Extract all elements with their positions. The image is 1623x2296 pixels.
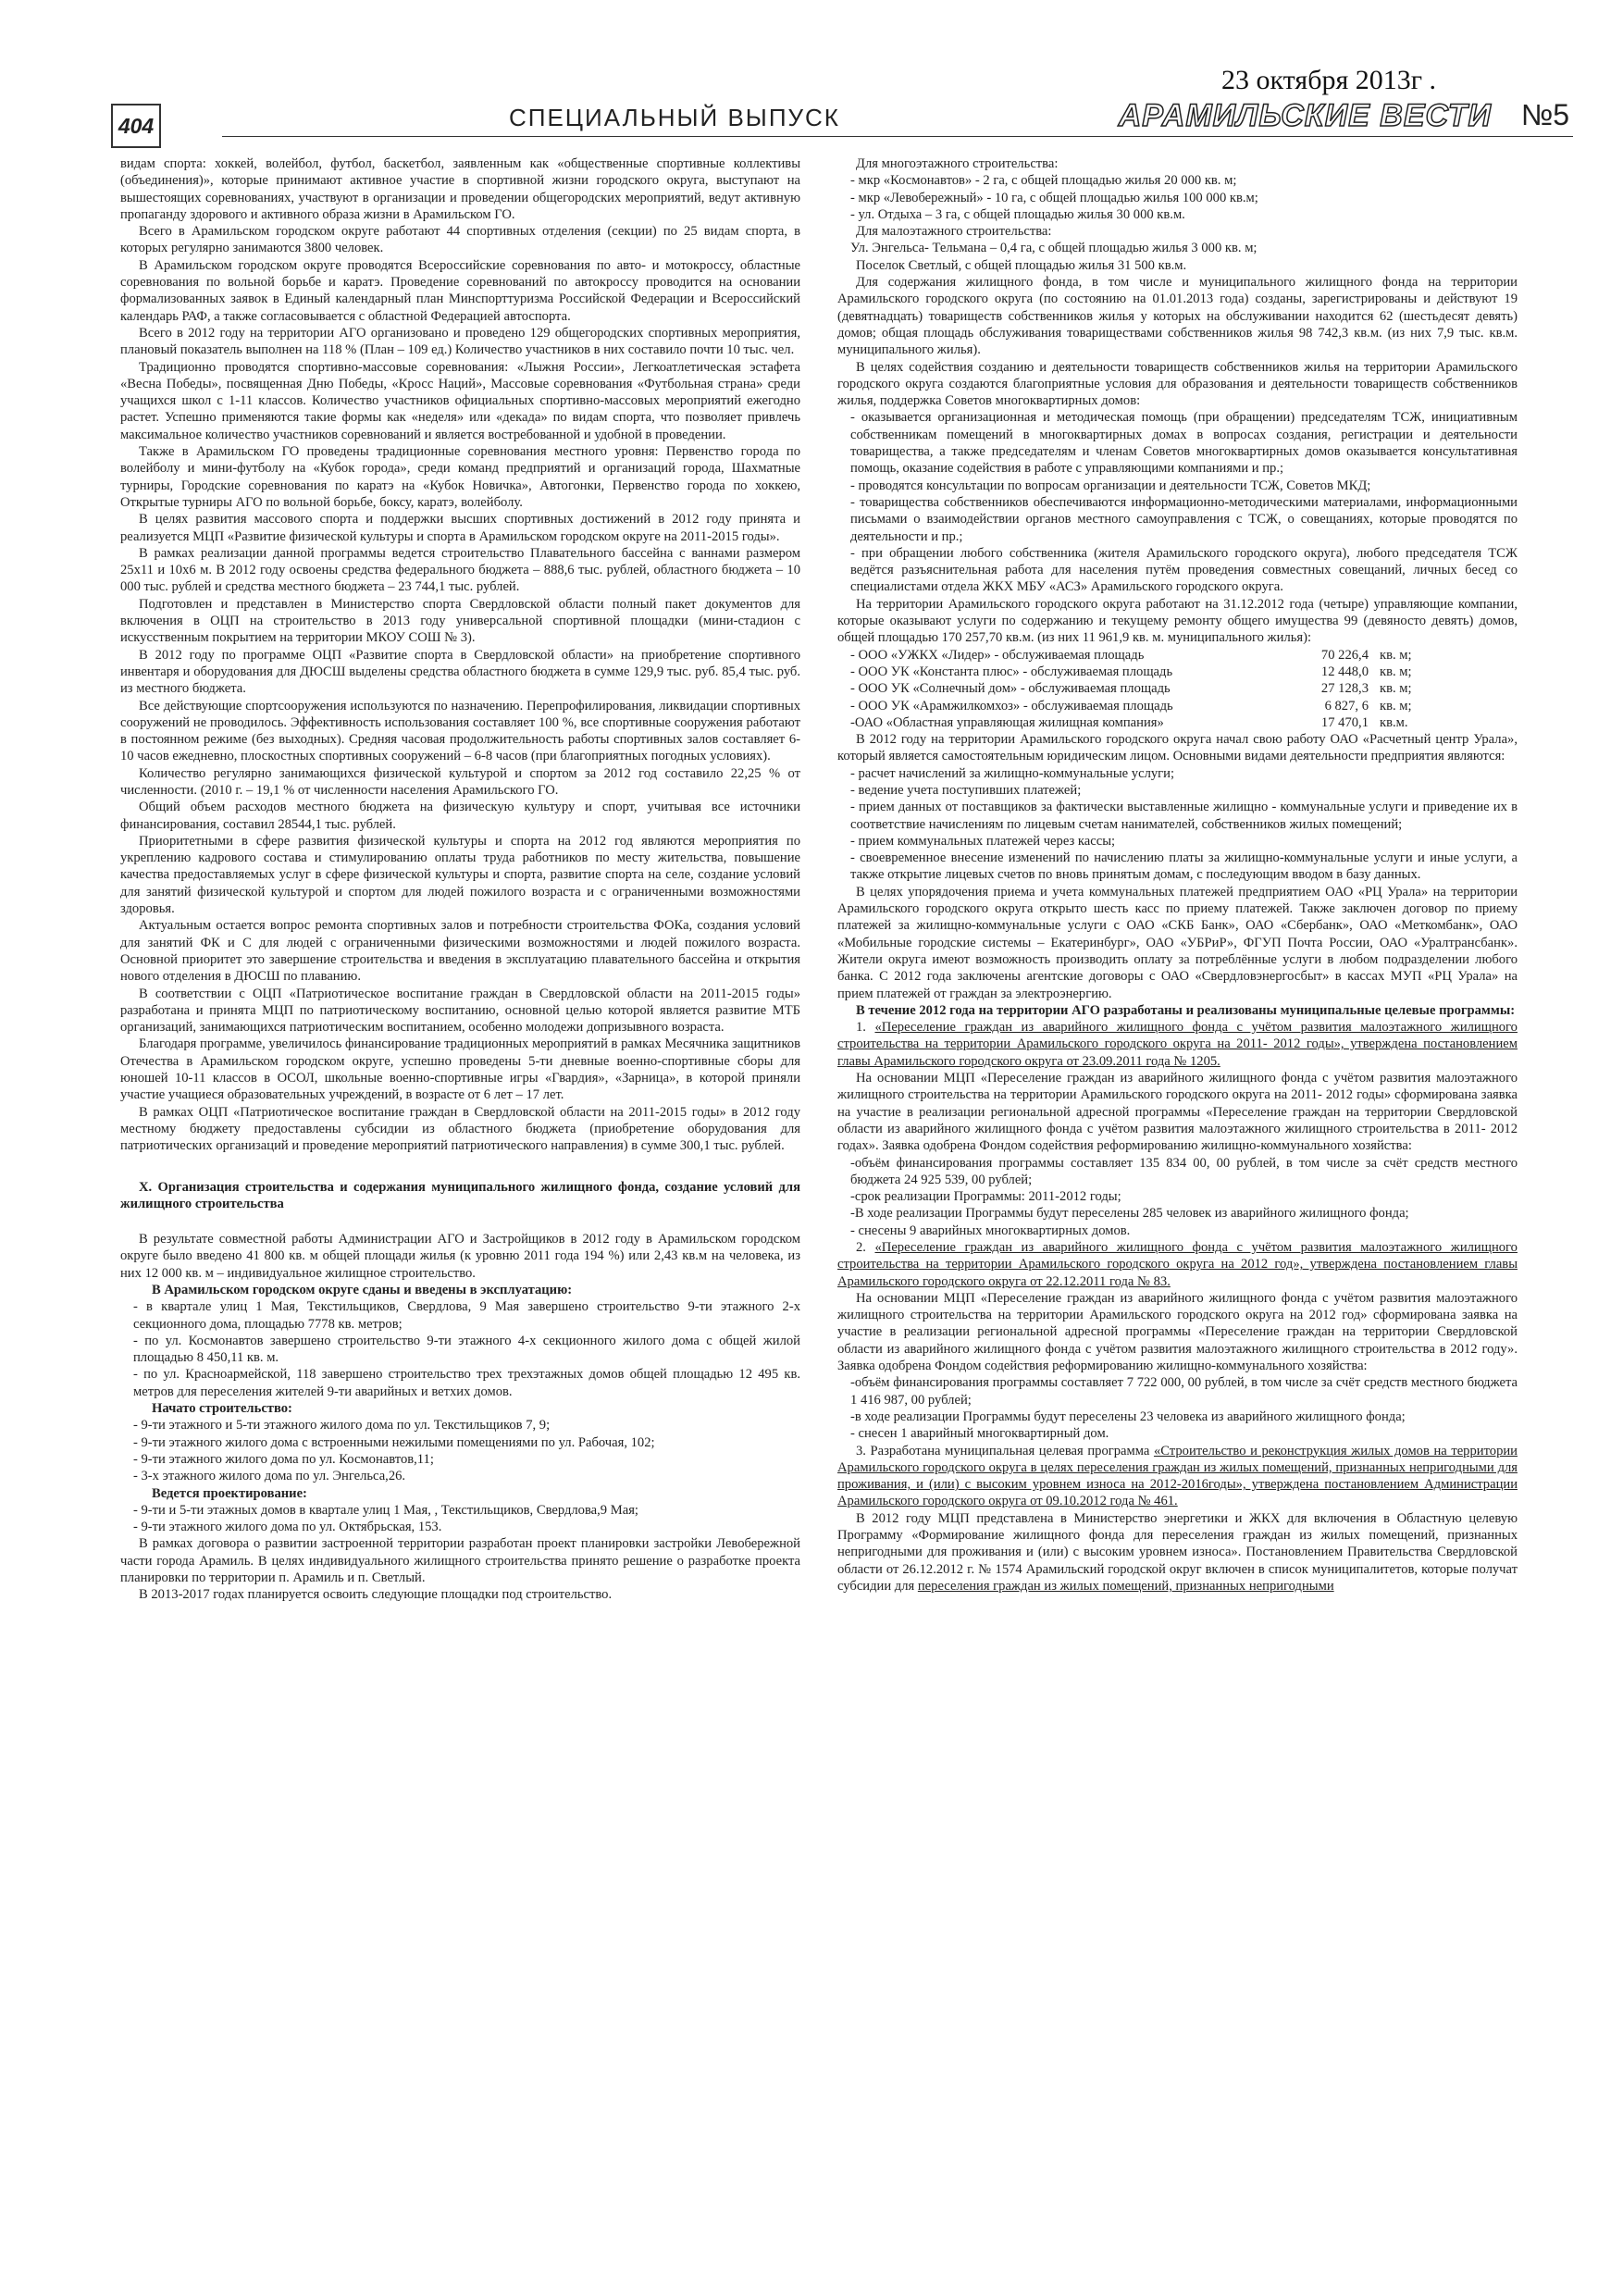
paragraph: В результате совместной работы Администрации АГО и Застройщиков в 2012 году в Арамильском городском округе было введено 41 800 кв. м общей площади жилья (к уровню 2011 года 194 %) или 2,43 кв.м на человека, из них 12 000 кв. м – индивидуальное жилищное строительство. [120,1232,800,1281]
list-item: - 9-ти этажного жилого дома по ул. Октябрьская, 153. [133,1520,442,1535]
paragraph: На территории Арамильского городского округа работают на 31.12.2012 года (четыре) управляющие компании, которые оказывают услуги по содержанию и текущему ремонту общего имущества 99 (девяносто девять) домов, общей площадью 170 257,70 кв.м. (из них 11 961,9 кв. м. муниципального жилья): [837,596,1518,646]
paragraph: Подготовлен и представлен в Министерство спорта Свердловской области полный пакет документов для включения в ОЦП на строительство в 2013 году универсальной спортивной площадки (мини-стадион с искусственным покрытием на территории МКОУ СОШ № 3). [120,596,800,646]
list-item: -срок реализации Программы: 2011-2012 годы; [850,1189,1121,1205]
company-area: 6 827, 6 [1324,698,1369,714]
paragraph [837,1510,1518,1595]
issue-date: 23 октября 2013г . [1221,65,1437,95]
paragraph: Традиционно проводятся спортивно-массовые соревнования: «Лыжня России», Легкоатлетическая эстафета «Весна Победы», посвященная Дню Победы, «Кросс Наций», Массовые соревнования «Футбольная страна» среди учащихся школ с 1-11 классов. Количество участников официальных спортивно-массовых мероприятий ежегодно растет. Успешно применяются такие формы как «неделя» или «декада» по видам спорта, что позволяет привлечь максимальное количество участников соревнований и является востребованной и удобной в проведении. [120,359,800,442]
list-item: - ведение учета поступивших платежей; [850,782,1082,798]
paragraph: Количество регулярно занимающихся физической культурой и спортом за 2012 год составило 22,25 % от численности. (2010 г. – 19,1 % от численности населения Арамильского ГО. [120,765,800,798]
list-item: - своевременное внесение изменений по начислению платы за жилищно-коммунальные услуги и иные услуги, а также открытие лицевых счетов по вновь принятым домам, с последующим вводом в базу данных. [850,850,1518,883]
program-3 [837,1443,1518,1510]
company-unit: кв. м; [1380,647,1412,663]
company-name: - ООО УК «Константа плюс» - обслуживаемая площадь [850,664,1173,679]
list-item: - 3-х этажного жилого дома по ул. Энгельса,26. [133,1469,406,1484]
paragraph: Все действующие спортсооружения используются по назначению. Перепрофилирования, ликвидации спортивных сооружений не проводилось. Эффективность использования составляет 100 %, все спортивные сооружения работают в постоянном режиме (без выходных). Средняя часовая продолжительность работы спортивных залов составляет 6-10 часов ежедневно, плоскостных спортивных сооружений – 6-8 часов (при благоприятных погодных условиях). [120,698,800,764]
section-title: СПЕЦИАЛЬНЫЙ ВЫПУСК [500,104,999,132]
program-title: «Переселение граждан из аварийного жилищного фонда с учётом развития малоэтажного жилищного строительства на территории Арамильского городского округа на 2012 год», утверждена постановлением главы Арамильского городского округа от 22.12.2011 года № 83. [837,1240,1518,1289]
paragraph: Благодаря программе, увеличилось финансирование традиционных мероприятий в рамках Месячника защитников Отечества в Арамильском городском округе, успешно проведены 5-ти дневные военно-спортивные сборы для юношей 10-11 классов в ОСОЛ, школьные военно-спортивные игры «Гвардия», «Зарница», в которой приняли участие учащиеся образовательных учреждений, в возрасте от 6 лет – 17 лет. [120,1036,800,1103]
subheading-design: Ведется проектирование: [152,1485,307,1501]
newspaper-masthead: АРАМИЛЬСКИЕ ВЕСТИ [1111,98,1499,134]
list-item: - 9-ти и 5-ти этажных домов в квартале улиц 1 Мая, , Текстильщиков, Свердлова,9 Мая; [133,1502,638,1518]
subheading-commissioned: В Арамильском городском округе сданы и введены в эксплуатацию: [152,1283,573,1297]
section-heading: Х. Организация строительства и содержания муниципального жилищного фонда, создание условий для жилищного строительства [120,1179,800,1211]
paragraph: В соответствии с ОЦП «Патриотическое воспитание граждан в Свердловской области на 2011-2015 годы» разработана и принята МЦП по патриотическому воспитанию, основной целью которой является развитие МТБ организаций, занимающихся патриотическим воспитанием, особенно молодежи допризывного возраста. [120,986,800,1036]
list-item: -объём финансирования программы составляет 135 834 00, 00 рублей, в том числе за счёт средств местного бюджета 24 925 539, 00 рублей; [850,1155,1518,1187]
page-number: 404 [111,104,161,148]
list-item: - прием данных от поставщиков за фактически выставленные жилищно - коммунальные услуги и приведение их в соответствие начислениям по лицевым счетам нанимателей, собственников жилых помещений; [850,800,1518,832]
list-item: Поселок Светлый, с общей площадью жилья 31 500 кв.м. [856,257,1187,273]
list-item: - в квартале улиц 1 Мая, Текстильщиков, Свердлова, 9 Мая завершено строительство 9-ти этажного 2-х секционного дома, площадью 7778 кв. метров; [133,1299,800,1332]
list-item: -В ходе реализации Программы будут переселены 285 человек из аварийного жилищного фонда; [850,1206,1409,1222]
list-item: -в ходе реализации Программы будут переселены 23 человека из аварийного жилищного фонда; [850,1409,1406,1424]
list-item: - расчет начислений за жилищно-коммунальные услуги; [850,765,1174,781]
paragraph: Всего в Арамильском городском округе работают 44 спортивных отделения (секции) по 25 видам спорта, в которых регулярно занимаются 3800 человек. [120,224,800,256]
company-area: 17 470,1 [1320,714,1369,730]
paragraph: В 2012 году по программе ОЦП «Развитие спорта в Свердловской области» на приобретение спортивного инвентаря и оборудования для ДЮСШ выделены средства областного бюджета в сумме 129,9 тыс. руб. 85,4 тыс. руб. из местного бюджета. [120,647,800,697]
list-item: - прием коммунальных платежей через кассы; [850,833,1116,849]
list-item: - снесен 1 аварийный многоквартирный дом. [850,1426,1109,1442]
program-number: 2. [856,1240,866,1255]
company-unit: кв. м; [1380,681,1412,697]
paragraph: В целях развития массового спорта и поддержки высших спортивных достижений в 2012 году принята и реализуется МЦП «Развитие физической культуры и спорта в Арамильском городском округе на 2011-2015 годы». [120,512,800,544]
paragraph: В рамках реализации данной программы ведется строительство Плавательного бассейна с ваннами размером 25х11 и 10х6 м. В 2012 году освоены средства федерального бюджета – 888,6 тыс. рублей, областного бюджета – 10 000 тыс. рублей и средства местного бюджета – 23 744,1 тыс. рублей. [120,545,800,595]
company-area: 70 226,4 [1320,647,1369,663]
management-company-row [837,714,1518,731]
management-company-list [837,647,1518,731]
company-unit: кв. м; [1380,698,1412,714]
header-rule [222,136,1573,137]
list-item: - по ул. Красноармейской, 118 завершено строительство трех трехэтажных домов общей площадью 12 495 кв. метров для переселения жителей 9-ти аварийных и ветхих домов. [133,1367,800,1399]
paragraph: В целях содействия созданию и деятельности товариществ собственников жилья на территории Арамильского городского округа создаются благоприятные условия для образования и деятельности товариществ собственников жилья, поддержка Советов многоквартирных домов: [837,359,1518,409]
paragraph-text: В 2012 году МЦП представлена в Министерство энергетики и ЖКХ для включения в Областную целевую Программу «Формирование жилищного фонда для переселения граждан из жилых помещений, признанных непригодными для проживания и (или) с высоким уровнем износа». Постановлением Правительства Свердловской области от 26.12.2012 г. № 1574 Арамильский городской округ включен в список муниципалитетов, которые получат субсидии для [837,1510,1518,1594]
management-company-row [837,698,1518,714]
company-unit: кв.м. [1380,714,1408,730]
list-item: - товарищества собственников обеспечиваются информационно-методическими материалами, информационными письмами о взаимодействии органов местного самоуправления с ТСЖ, о совещаниях, которые проводятся по деятельности и пр.; [850,494,1518,544]
paragraph: В 2013-2017 годах планируется освоить следующие площадки под строительство. [139,1587,613,1603]
company-unit: кв. м; [1380,664,1412,679]
management-company-row [837,680,1518,697]
paragraph: Всего в 2012 году на территории АГО организовано и проведено 129 общегородских спортивных мероприятия, плановый показатель выполнен на 118 % (План – 109 ед.) Количество участников в них составило почти 10 тыс. чел. [120,325,800,358]
list-item: - при обращении любого собственника (жителя Арамильского городского округа), любого председателя ТСЖ ведётся разъяснительная работа для населения путём проведения совместных совещаний, личных бесед со специалистами отдела ЖКХ МБУ «АСЗ» Арамильского городского округа. [850,545,1518,595]
right-column [837,155,1518,2284]
paragraph: Для содержания жилищного фонда, в том числе и муниципального жилищного фонда на территории Арамильского городского округа (по состоянию на 01.01.2013 года) созданы, зарегистрированы и действуют 19 (девятнадцать) товариществ собственников жилья у которых на обслуживании находится 62 (шестьдесят девять) домов; общая площадь обслуживания товариществами собственников жилья 98 742,3 кв.м. (из них 7,9 тыс. кв.м. муниципального жилья). [837,275,1518,358]
list-item: - снесены 9 аварийных многоквартирных домов. [850,1222,1131,1238]
company-name: - ООО «УЖКХ «Лидер» - обслуживаемая площадь [850,647,1145,663]
company-name: - ООО УК «Арамжилкомхоз» - обслуживаемая площадь [850,698,1173,714]
paragraph: Общий объем расходов местного бюджета на физическую культуру и спорт, учитывая все источники финансирования, составил 28544,1 тыс. рублей. [120,800,800,832]
company-area: 27 128,3 [1320,681,1369,697]
subheading-multistorey: Для многоэтажного строительства: [856,156,1059,171]
paragraph: В рамках договора о развитии застроенной территории разработан проект планировки застройки Левобережной части города Арамиль. В целях индивидуального жилищного строительства принято решение о разработке проекта планировки по территории п. Арамиль и п. Светлый. [120,1536,800,1586]
list-item: - оказывается организационная и методическая помощь (при обращении) председателям ТСЖ, инициативным собственникам помещений в многоквартирных домах в вопросах создания, регистрации и деятельности товарищества, а также председателям и членам Советов многоквартирных домов оказывается консультативная помощь, оказание содействия в работе с управляющими компаниями и пр.; [850,410,1518,477]
left-column [120,155,800,2284]
paragraph: Актуальным остается вопрос ремонта спортивных залов и потребности строительства ФОКа, создания условий для занятий ФК и С для людей с ограниченными физическими возможностями и людей пожилого возраста. Основной приоритет это завершение строительства и введения в эксплуатацию плавательного бассейна и открытия нового отделения в ДЮСШ по плаванию. [120,918,800,985]
issue-number: №5 [1518,98,1573,132]
management-company-row [837,664,1518,680]
company-name: -ОАО «Областная управляющая жилищная компания» [850,714,1164,730]
paragraph: В целях упорядочения приема и учета коммунальных платежей предприятием ОАО «РЦ Урала» на территории Арамильского городского округа открыто шесть касс по приему платежей. Также заключен договор по приему платежей за жилищно-коммунальные услуги с ОАО «СКБ Банк», ОАО «Сбербанк», ОАО «Меткомбанк», ОАО «Мобильные городские системы – Екатеринбург», ОАО «УБРиР», ФГУП Почта России, ОАО «Уралтрансбанк». Жители округа имеют возможность производить оплату за потреблённые услуги в любом подразделении любого банка. С 2012 года заключены агентские договоры с ОАО «Свердловэнергосбыт» в кассах МУП «РЦ Урала» на прием платежей от граждан за электроэнергию. [837,884,1518,1001]
program-lead: 3. Разработана муниципальная целевая программа [856,1443,1150,1458]
list-item: - 9-ти этажного и 5-ти этажного жилого дома по ул. Текстильщиков 7, 9; [133,1418,551,1433]
list-item: - по ул. Космонавтов завершено строительство 9-ти этажного 4-х секционного жилого дома с общей жилой площадью 8 450,11 кв. м. [133,1333,800,1366]
list-item: - мкр «Левобережный» - 10 га, с общей площадью жилья 100 000 кв.м; [850,190,1258,205]
program-2 [837,1239,1518,1290]
paragraph: видам спорта: хоккей, волейбол, футбол, баскетбол, заявленным как «общественные спортивные коллективы (объединения)», которые принимают активное участие в спортивной жизни городского округа, выступают на вышестоящих соревнованиях, участвуют в организации и проведении общегородских мероприятий, ведут активную пропаганду здорового и активного образа жизни в Арамильском ГО. [120,156,800,222]
program-title: «Строительство и реконструкция жилых домов на территории Арамильского городского округа в целях переселения граждан из жилых помещений, признанных непригодными для проживания, и (или) с высоким уровнем износа на 2012-2016годы», утверждена постановлением Администрации Арамильского городского округа от 09.10.2012 года № 461. [837,1443,1518,1509]
page-header [111,98,1573,143]
management-company-row [837,647,1518,664]
paragraph: На основании МЦП «Переселение граждан из аварийного жилищного фонда с учётом развития малоэтажного жилищного строительства на территории Арамильского городского округа на 2011- 2012 годы» сформирована заявка на участие в реализации региональной адресной программы «Переселение граждан на территории Свердловской области из аварийного жилищного фонда с учётом развития малоэтажного жилищного строительства в 2011- 2012 годах». Заявка одобрена Фондом содействия реформированию жилищно-коммунального хозяйства: [837,1071,1518,1154]
program-title: «Переселение граждан из аварийного жилищного фонда с учётом развития малоэтажного жилищного строительства на территории Арамильского городского округа на 2011- 2012 годы», утверждена постановлением главы Арамильского городского округа от 23.09.2011 года № 1205. [837,1020,1518,1069]
program-number: 1. [856,1020,866,1036]
programs-lead: В течение 2012 года на территории АГО разработаны и реализованы муниципальные целевые программы: [856,1002,1516,1018]
paragraph: В 2012 году на территории Арамильского городского округа начал свою работу ОАО «Расчетный центр Урала», который является самостоятельным юридическим лицом. Основными видами деятельности предприятия являются: [837,732,1518,764]
list-item: - мкр «Космонавтов» - 2 га, с общей площадью жилья 20 000 кв. м; [850,173,1237,189]
paragraph-underlined: переселения граждан из жилых помещений, признанных непригодными [917,1578,1334,1594]
list-item: - 9-ти этажного жилого дома по ул. Космонавтов,11; [133,1451,434,1467]
paragraph: В Арамильском городском округе проводятся Всероссийские соревнования по авто- и мотокроссу, областные соревнования по вольной борьбе и каратэ. Проведение соревнований по автокроссу проводится на основании формализованных заявок в Единый календарный план Минспорттуризма Российской Федерации и Всероссийский календарь РАФ, а также согласовывается с областной Федерацией автоспорта. [120,257,800,324]
list-item: -объём финансирования программы составляет 7 722 000, 00 рублей, в том числе за счёт средств местного бюджета 1 416 987, 00 рублей; [850,1375,1518,1408]
paragraph: В рамках ОЦП «Патриотическое воспитание граждан в Свердловской области на 2011-2015 годы» в 2012 году местному бюджету предоставлены субсидии из областного бюджета (приобретение оборудования для патриотических организаций и проведение мероприятий патриотического направления) в сумме 300,1 тыс. рублей. [120,1104,800,1154]
list-item: - проводятся консультации по вопросам организации и деятельности ТСЖ, Советов МКД; [850,478,1371,493]
paragraph: Приоритетными в сфере развития физической культуры и спорта на 2012 год являются мероприятия по укреплению кадрового состава и стимулированию оплаты труда работников по месту жительства, повышение качества предоставляемых услуг в сфере физической культуры и спорта, развитие спорта на селе, создание условий для занятий физической культурой и спортом для людей пожилого возраста и с ограниченными возможностями здоровья. [120,833,800,917]
list-item: - ул. Отдыха – 3 га, с общей площадью жилья 30 000 кв.м. [850,206,1185,222]
paragraph: На основании МЦП «Переселение граждан из аварийного жилищного фонда с учётом развития малоэтажного жилищного строительства на территории Арамильского городского округа на 2012 год» сформирована заявка на участие в реализации региональной адресной программы «Переселение граждан на территории Свердловской области из аварийного жилищного фонда с учётом развития малоэтажного жилищного строительства в 2012 году». Заявка одобрена Фондом содействия реформированию жилищно-коммунального хозяйства: [837,1290,1518,1374]
subheading-started: Начато строительство: [152,1401,292,1417]
paragraph: Также в Арамильском ГО проведены традиционные соревнования местного уровня: Первенство города по волейболу и мини-футболу на «Кубок города», среди команд предприятий и организаций города, Шахматные турниры, Городские соревнования по каратэ на «Кубок Новичка», Автогонки, Первенство города по хоккею, Открытые турниры АГО по вольной борьбе, боксу, каратэ, волейболу. [120,444,800,510]
subheading-lowrise: Для малоэтажного строительства: [856,224,1052,240]
list-item: Ул. Энгельса- Тельмана – 0,4 га, с общей площадью жилья 3 000 кв. м; [850,241,1258,256]
program-1 [837,1019,1518,1070]
company-name: - ООО УК «Солнечный дом» - обслуживаемая площадь [850,681,1171,697]
company-area: 12 448,0 [1320,664,1369,679]
list-item: - 9-ти этажного жилого дома с встроенными нежилыми помещениями по ул. Рабочая, 102; [133,1434,655,1450]
